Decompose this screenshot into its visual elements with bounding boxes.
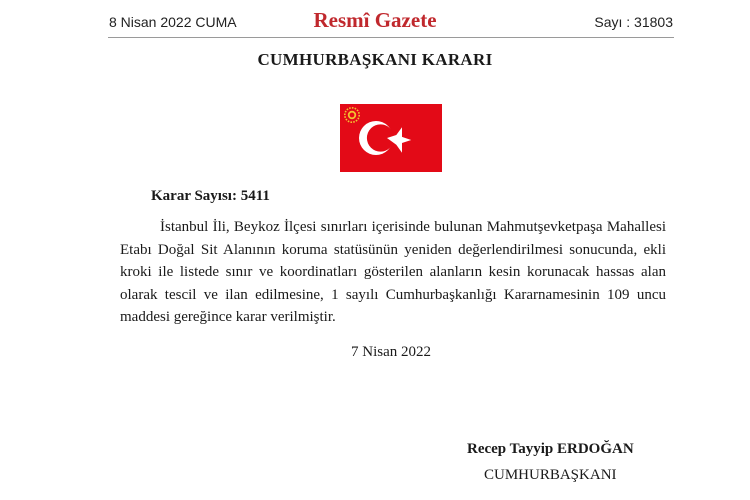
header-date: 8 Nisan 2022 CUMA xyxy=(109,14,237,30)
signer-first-name: Recep Tayyip xyxy=(467,441,558,457)
signer-surname: ERDOĞAN xyxy=(557,441,634,457)
header-divider xyxy=(108,37,674,38)
decision-number: Karar Sayısı: 5411 xyxy=(151,188,270,204)
decision-body: İstanbul İli, Beykoz İlçesi sınırları içerisinde bulunan Mahmutşevketpaşa Mahallesi Etabı Doğal Sit Alanının koruma statüsünün yeniden değerlendirilmesi sonucunda, ekli kroki ile listede sınır ve koordinatları gösterilen alanların kesin korunacak hassas alan olarak tescil ve ilan edilmesine, 1 sayılı Cumhurbaşkanlığı Kararnamesinin 109 uncu maddesi gereğince karar verilmiştir. xyxy=(120,219,666,325)
document-heading: CUMHURBAŞKANI KARARI xyxy=(257,50,493,69)
turkish-flag-icon xyxy=(340,104,442,172)
gazette-masthead: Resmî Gazete xyxy=(313,8,437,32)
signer-title: CUMHURBAŞKANI xyxy=(484,467,617,483)
signer-name xyxy=(467,441,634,458)
issue-number: Sayı : 31803 xyxy=(594,14,673,30)
signing-date: 7 Nisan 2022 xyxy=(351,344,431,360)
